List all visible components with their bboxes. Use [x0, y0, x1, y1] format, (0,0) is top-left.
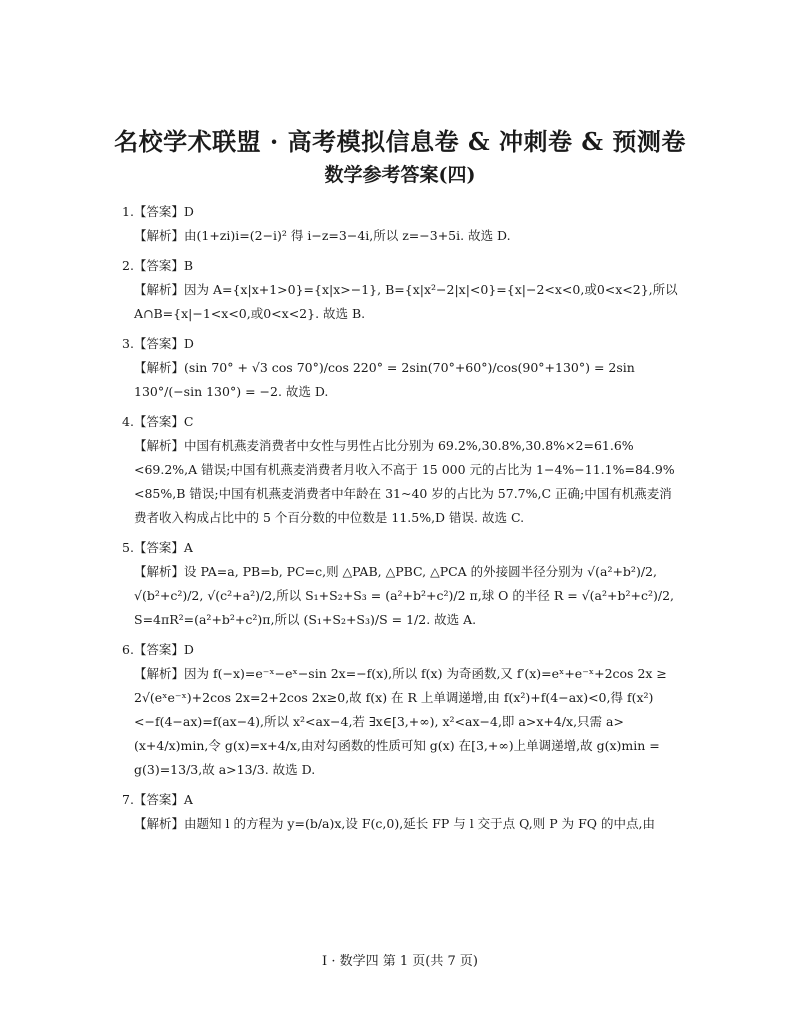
analysis-text: 【解析】中国有机燕麦消费者中女性与男性占比分别为 69.2%,30.8%,30.8%×2=61.6%<69.2%,A 错误;中国有机燕麦消费者月收入不高于 15 000 元的占比为 1−4%−11.1%=84.9%<85%,B 错误;中国有机燕麦消费者中年龄在 31~40 岁的占比为 57.7%,C 正确;中国有机燕麦消费者收入构成占比中的 5 个百分数的中位数是 11.5%,D 错误. 故选 C.: [134, 438, 675, 525]
answer-label: 1.【答案】D: [122, 204, 194, 219]
analysis-text: 【解析】由(1+zi)i=(2−i)² 得 i−z=3−4i,所以 z=−3+5i. 故选 D.: [134, 228, 511, 243]
answer-label: 5.【答案】A: [122, 540, 193, 555]
analysis-text: 【解析】因为 f(−x)=e⁻ˣ−eˣ−sin 2x=−f(x),所以 f(x) 为奇函数,又 f′(x)=eˣ+e⁻ˣ+2cos 2x ≥ 2√(eˣe⁻ˣ)+2cos 2x=2+2cos 2x≥0,故 f(x) 在 R 上单调递增,由 f(x²)+f(4−ax)<0,得 f(x²)<−f(4−ax)=f(ax−4),所以 x²<ax−4,若 ∃x∈[3,+∞), x²<ax−4,即 a>x+4/x,只需 a>(x+4/x)min,令 g(x)=x+4/x,由对勾函数的性质可知 g(x) 在[3,+∞)上单调递增,故 g(x)min = g(3)=13/3,故 a>13/3. 故选 D.: [134, 666, 667, 777]
answer-label: 6.【答案】D: [122, 642, 194, 657]
page-title: 名校学术联盟 · 高考模拟信息卷 & 冲刺卷 & 预测卷: [114, 127, 686, 156]
answer-item-4: [122, 410, 682, 530]
answer-item-5: [122, 536, 682, 632]
answer-label: 2.【答案】B: [122, 258, 194, 273]
answer-item-6: [122, 638, 682, 782]
analysis-text: 【解析】由题知 l 的方程为 y=(b/a)x,设 F(c,0),延长 FP 与 l 交于点 Q,则 P 为 FQ 的中点,由: [134, 816, 655, 831]
answer-label: 3.【答案】D: [122, 336, 194, 351]
analysis-text: 【解析】因为 A={x|x+1>0}={x|x>−1}, B={x|x²−2|x|<0}={x|−2<x<0,或0<x<2},所以 A∩B={x|−1<x<0,或0<x<2}. 故选 B.: [134, 282, 678, 321]
page-footer: Ⅰ · 数学四 第 1 页(共 7 页): [322, 954, 478, 969]
answer-item-1: [122, 200, 682, 248]
analysis-text: 【解析】(sin 70° + √3 cos 70°)/cos 220° = 2sin(70°+60°)/cos(90°+130°) = 2sin 130°/(−sin 130°) = −2. 故选 D.: [134, 360, 635, 399]
answer-item-7: [122, 788, 682, 836]
analysis-text: 【解析】设 PA=a, PB=b, PC=c,则 △PAB, △PBC, △PCA 的外接圆半径分别为 √(a²+b²)/2, √(b²+c²)/2, √(c²+a²)/2,所以 S₁+S₂+S₃ = (a²+b²+c²)/2 π,球 O 的半径 R = √(a²+b²+c²)/2, S=4πR²=(a²+b²+c²)π,所以 (S₁+S₂+S₃)/S = 1/2. 故选 A.: [134, 564, 675, 627]
answer-label: 4.【答案】C: [122, 414, 194, 429]
answer-list: [122, 200, 682, 842]
answer-label: 7.【答案】A: [122, 792, 193, 807]
page-subtitle: 数学参考答案(四): [324, 164, 476, 186]
answer-item-3: [122, 332, 682, 404]
answer-item-2: [122, 254, 682, 326]
